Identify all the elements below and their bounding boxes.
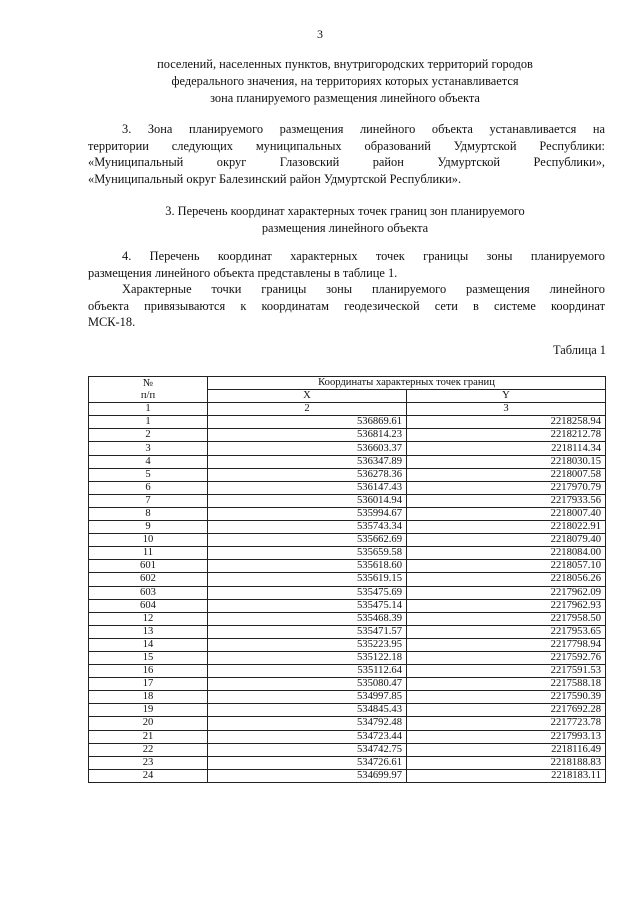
x-coordinate-cell: 534699.97 <box>208 769 407 782</box>
heading-line: поселений, населенных пунктов, внутригородских территорий городов <box>157 57 533 71</box>
table-row <box>89 717 606 730</box>
page-number: 3 <box>317 27 323 41</box>
point-number-cell: 5 <box>89 468 208 481</box>
paragraph-line: «Муниципальный округ Балезинский район Удмуртской Республики». <box>88 171 462 186</box>
point-number-cell: 6 <box>89 481 208 494</box>
y-coordinate-cell: 2218084.00 <box>407 547 606 560</box>
header-number <box>89 377 208 403</box>
x-coordinate-cell: 535475.14 <box>208 599 407 612</box>
x-coordinate-cell: 534997.85 <box>208 691 407 704</box>
table-row <box>89 468 606 481</box>
y-coordinate-cell: 2218114.34 <box>407 442 606 455</box>
x-coordinate-cell: 535468.39 <box>208 612 407 625</box>
header-y: Y <box>407 390 606 403</box>
table-row <box>89 534 606 547</box>
y-coordinate-cell: 2217993.13 <box>407 730 606 743</box>
point-number-cell: 1 <box>89 416 208 429</box>
y-coordinate-cell: 2218057.10 <box>407 560 606 573</box>
y-coordinate-cell: 2217958.50 <box>407 612 606 625</box>
point-number-cell: 19 <box>89 704 208 717</box>
table-row <box>89 573 606 586</box>
table-row <box>89 756 606 769</box>
x-coordinate-cell: 535471.57 <box>208 625 407 638</box>
table-row <box>89 730 606 743</box>
point-number-cell: 18 <box>89 691 208 704</box>
x-coordinate-cell: 535223.95 <box>208 638 407 651</box>
y-coordinate-cell: 2218056.26 <box>407 573 606 586</box>
y-coordinate-cell: 2217798.94 <box>407 638 606 651</box>
table-row <box>89 651 606 664</box>
point-number-cell: 16 <box>89 665 208 678</box>
x-coordinate-cell: 535475.69 <box>208 586 407 599</box>
y-coordinate-cell: 2217970.79 <box>407 481 606 494</box>
point-number-cell: 17 <box>89 678 208 691</box>
y-coordinate-cell: 2218183.11 <box>407 769 606 782</box>
point-number-cell: 23 <box>89 756 208 769</box>
y-coordinate-cell: 2217723.78 <box>407 717 606 730</box>
point-number-cell: 3 <box>89 442 208 455</box>
table-row <box>89 743 606 756</box>
y-coordinate-cell: 2218188.83 <box>407 756 606 769</box>
x-coordinate-cell: 534723.44 <box>208 730 407 743</box>
table-caption: Таблица 1 <box>553 343 606 357</box>
x-coordinate-cell: 535994.67 <box>208 507 407 520</box>
point-number-cell: 11 <box>89 547 208 560</box>
header-number-line: п/п <box>140 389 156 401</box>
point-number-cell: 7 <box>89 494 208 507</box>
x-coordinate-cell: 536347.89 <box>208 455 407 468</box>
table-row <box>89 560 606 573</box>
point-number-cell: 604 <box>89 599 208 612</box>
column-number-cell: 2 <box>208 403 407 416</box>
y-coordinate-cell: 2217953.65 <box>407 625 606 638</box>
section-title <box>80 203 610 237</box>
point-number-cell: 9 <box>89 521 208 534</box>
y-coordinate-cell: 2217933.56 <box>407 494 606 507</box>
document-heading <box>80 56 610 107</box>
paragraph-5 <box>88 281 605 331</box>
section-title-line: размещения линейного объекта <box>261 221 429 235</box>
y-coordinate-cell: 2217588.18 <box>407 678 606 691</box>
x-coordinate-cell: 536147.43 <box>208 481 407 494</box>
point-number-cell: 8 <box>89 507 208 520</box>
y-coordinate-cell: 2217591.53 <box>407 665 606 678</box>
column-number-cell: 3 <box>407 403 606 416</box>
table-row <box>89 507 606 520</box>
table-row <box>89 612 606 625</box>
point-number-cell: 2 <box>89 429 208 442</box>
paragraph-line: МСК-18. <box>88 315 136 329</box>
table-row <box>89 625 606 638</box>
table-row <box>89 599 606 612</box>
y-coordinate-cell: 2218022.91 <box>407 521 606 534</box>
table-row <box>89 586 606 599</box>
header-x: X <box>208 390 407 403</box>
table-row <box>89 429 606 442</box>
table-row <box>89 769 606 782</box>
table-row <box>89 691 606 704</box>
heading-line: федерального значения, на территориях которых устанавливается <box>171 74 519 88</box>
table-row <box>89 704 606 717</box>
point-number-cell: 21 <box>89 730 208 743</box>
point-number-cell: 601 <box>89 560 208 573</box>
point-number-cell: 15 <box>89 651 208 664</box>
header-coordinates: Координаты характерных точек границ <box>208 377 606 390</box>
table-row <box>89 521 606 534</box>
point-number-cell: 14 <box>89 638 208 651</box>
table-body <box>89 416 606 783</box>
y-coordinate-cell: 2217962.93 <box>407 599 606 612</box>
x-coordinate-cell: 535619.15 <box>208 573 407 586</box>
y-coordinate-cell: 2218116.49 <box>407 743 606 756</box>
paragraph-line: «Муниципальный округ Глазовский район Удмуртской Республики», <box>88 155 605 169</box>
x-coordinate-cell: 535743.34 <box>208 521 407 534</box>
paragraph-4 <box>88 248 605 281</box>
y-coordinate-cell: 2217590.39 <box>407 691 606 704</box>
table-row <box>89 678 606 691</box>
y-coordinate-cell: 2217962.09 <box>407 586 606 599</box>
x-coordinate-cell: 536014.94 <box>208 494 407 507</box>
point-number-cell: 603 <box>89 586 208 599</box>
table-row <box>89 638 606 651</box>
y-coordinate-cell: 2218079.40 <box>407 534 606 547</box>
x-coordinate-cell: 536603.37 <box>208 442 407 455</box>
y-coordinate-cell: 2218258.94 <box>407 416 606 429</box>
x-coordinate-cell: 535659.58 <box>208 547 407 560</box>
paragraph-line: объекта привязываются к координатам геодезической сети в системе координат <box>88 298 605 313</box>
table-row <box>89 665 606 678</box>
paragraph-line: территории следующих муниципальных образований Удмуртской Республики: <box>88 138 605 153</box>
x-coordinate-cell: 535112.64 <box>208 665 407 678</box>
point-number-cell: 10 <box>89 534 208 547</box>
paragraph-line: 4. Перечень координат характерных точек границы зоны планируемого <box>122 249 605 263</box>
y-coordinate-cell: 2218007.40 <box>407 507 606 520</box>
x-coordinate-cell: 535618.60 <box>208 560 407 573</box>
x-coordinate-cell: 536814.23 <box>208 429 407 442</box>
x-coordinate-cell: 535080.47 <box>208 678 407 691</box>
y-coordinate-cell: 2218007.58 <box>407 468 606 481</box>
paragraph-line: 3. Зона планируемого размещения линейного объекта устанавливается на <box>122 122 605 136</box>
y-coordinate-cell: 2218030.15 <box>407 455 606 468</box>
point-number-cell: 24 <box>89 769 208 782</box>
y-coordinate-cell: 2217592.76 <box>407 651 606 664</box>
table-row <box>89 481 606 494</box>
header-number-line: № <box>142 377 154 389</box>
y-coordinate-cell: 2217692.28 <box>407 704 606 717</box>
table-row <box>89 547 606 560</box>
section-title-line: 3. Перечень координат характерных точек границ зон планируемого <box>165 204 525 218</box>
x-coordinate-cell: 536278.36 <box>208 468 407 481</box>
table-row <box>89 455 606 468</box>
point-number-cell: 12 <box>89 612 208 625</box>
coordinates-table <box>88 376 606 783</box>
x-coordinate-cell: 535122.18 <box>208 651 407 664</box>
table-row <box>89 494 606 507</box>
table-row <box>89 416 606 429</box>
x-coordinate-cell: 535662.69 <box>208 534 407 547</box>
point-number-cell: 20 <box>89 717 208 730</box>
x-coordinate-cell: 534726.61 <box>208 756 407 769</box>
x-coordinate-cell: 534792.48 <box>208 717 407 730</box>
point-number-cell: 4 <box>89 455 208 468</box>
point-number-cell: 22 <box>89 743 208 756</box>
point-number-cell: 13 <box>89 625 208 638</box>
table-row <box>89 442 606 455</box>
section-3-paragraph <box>88 121 605 187</box>
x-coordinate-cell: 534845.43 <box>208 704 407 717</box>
column-number-cell: 1 <box>89 403 208 416</box>
x-coordinate-cell: 536869.61 <box>208 416 407 429</box>
y-coordinate-cell: 2218212.78 <box>407 429 606 442</box>
heading-line: зона планируемого размещения линейного объекта <box>210 91 480 105</box>
paragraph-line: Характерные точки границы зоны планируемого размещения линейного <box>122 282 605 296</box>
point-number-cell: 602 <box>89 573 208 586</box>
x-coordinate-cell: 534742.75 <box>208 743 407 756</box>
paragraph-line: размещения линейного объекта представлены в таблице 1. <box>88 265 398 280</box>
